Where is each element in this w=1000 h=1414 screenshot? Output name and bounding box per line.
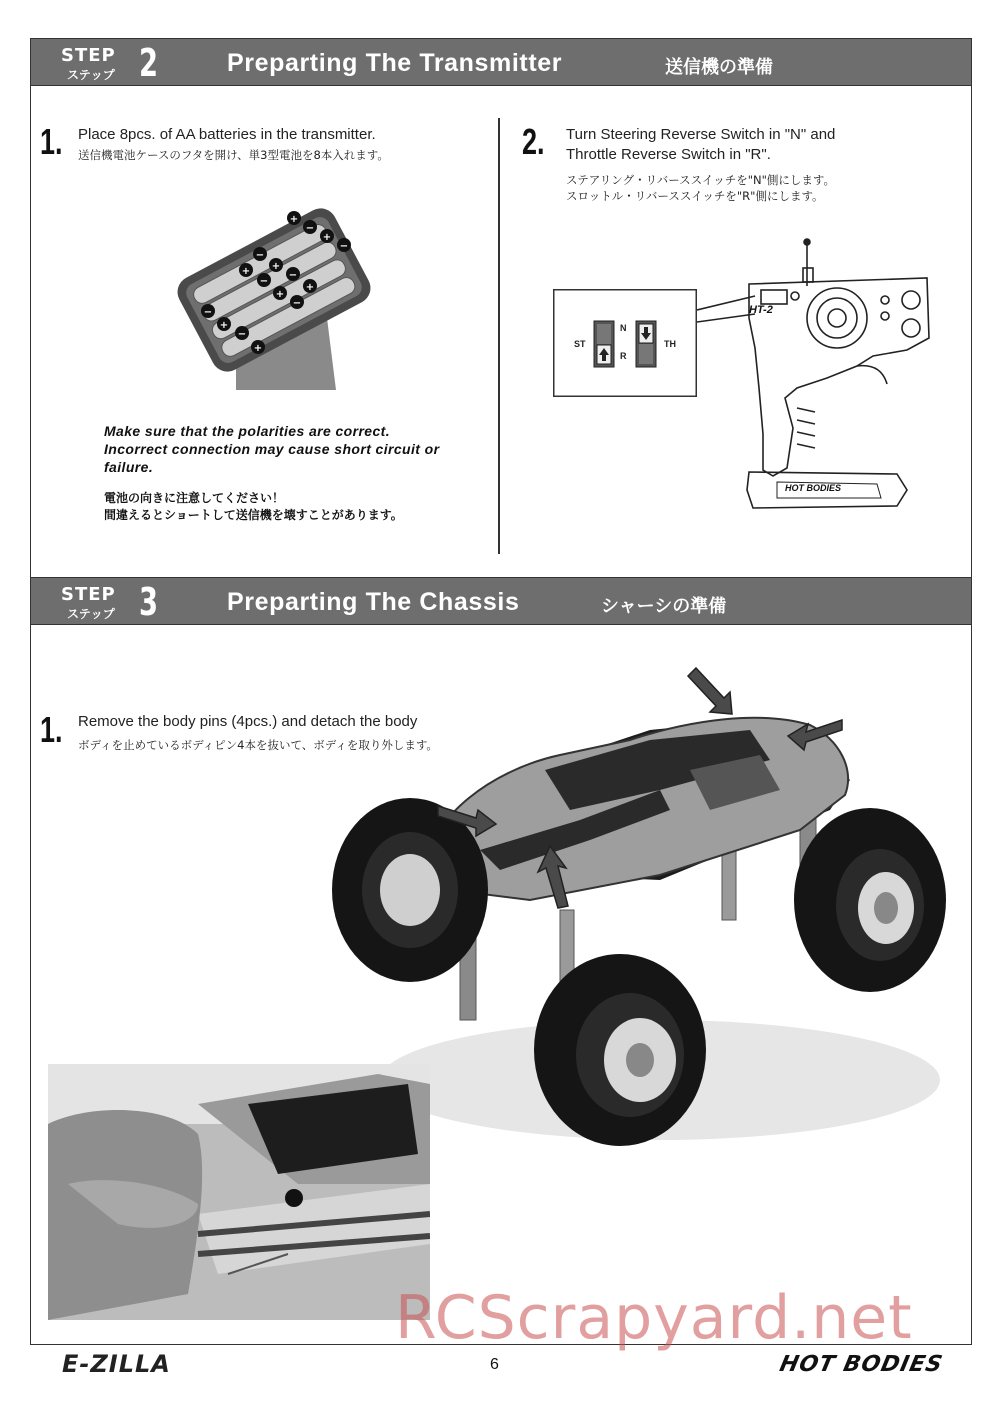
step2-column-divider — [498, 118, 500, 554]
step2-word: STEP — [61, 45, 116, 66]
step3-word-jp: ステップ — [67, 607, 115, 621]
svg-text:+: + — [322, 232, 332, 243]
step3-title: Preparting The Chassis — [227, 588, 520, 616]
svg-text:+: + — [305, 282, 315, 293]
polarity-warning-line1: Make sure that the polarities are correct. — [104, 423, 391, 439]
svg-text:−: − — [288, 270, 298, 281]
svg-text:+: + — [219, 320, 229, 331]
step3-item1-number: 1. — [40, 709, 63, 750]
svg-text:+: + — [253, 343, 263, 354]
step3-title-jp: シャーシの準備 — [601, 596, 727, 617]
transmitter-drawing — [697, 238, 937, 516]
step2-item2-text-jp-line1: ステアリング・リバーススイッチを"N"側にします。 — [566, 173, 835, 187]
step2-word-jp: ステップ — [67, 68, 115, 82]
svg-text:+: + — [271, 261, 281, 272]
svg-text:−: − — [259, 276, 269, 287]
step2-number: 2 — [139, 41, 159, 85]
step3-header-bar — [30, 577, 972, 625]
switch-label-th: TH — [664, 339, 676, 349]
step2-item1-text-jp: 送信機電池ケースのフタを開け、単3型電池を8本入れます。 — [78, 148, 389, 162]
body-pin-closeup-photo — [48, 1064, 430, 1320]
step3-item1-text-jp: ボディを止めているボディピン4本を抜いて、ボディを取り外します。 — [78, 738, 438, 752]
polarity-warning-jp — [104, 490, 403, 524]
switch-label-r: R — [620, 351, 627, 361]
ezilla-logo: E-ZILLA — [62, 1350, 171, 1378]
transmitter-brand: HOT BODIES — [785, 483, 842, 493]
hotbodies-logo: HOT BODIES — [777, 1352, 946, 1377]
switch-label-st: ST — [574, 339, 586, 349]
step3-word: STEP — [61, 584, 116, 605]
step2-title: Preparting The Transmitter — [227, 49, 563, 77]
svg-text:−: − — [255, 250, 265, 261]
polarity-warning-jp-line1: 電池の向きに注意してください！ — [104, 491, 285, 505]
svg-text:−: − — [292, 298, 302, 309]
step2-header-bar — [30, 38, 972, 86]
svg-text:−: − — [305, 223, 315, 234]
switch-label-n: N — [620, 323, 627, 333]
polarity-warning-line3: failure. — [104, 459, 154, 475]
step2-item2-text-jp — [566, 172, 835, 204]
svg-text:+: + — [289, 214, 299, 225]
svg-text:−: − — [339, 241, 349, 252]
page-number: 6 — [490, 1356, 499, 1373]
battery-case-photo — [176, 190, 372, 390]
svg-text:−: − — [203, 307, 213, 318]
watermark: RCScrapyard.net — [395, 1283, 913, 1353]
step2-title-jp: 送信機の準備 — [665, 57, 773, 78]
transmitter-model: HT-2 — [749, 304, 773, 316]
reverse-switch-inset — [553, 289, 697, 397]
polarity-warning-line2: Incorrect connection may cause short circuit or — [104, 441, 440, 457]
svg-text:+: + — [275, 289, 285, 300]
step3-number: 3 — [139, 580, 159, 624]
svg-text:−: − — [237, 329, 247, 340]
step2-item2-text-jp-line2: スロットル・リバーススイッチを"R"側にします。 — [566, 189, 824, 203]
step2-item2-number: 2. — [522, 121, 545, 162]
polarity-warning — [104, 422, 474, 476]
step3-item1-text: Remove the body pins (4pcs.) and detach the body — [78, 713, 418, 730]
step2-item2-text-line2: Throttle Reverse Switch in "R". — [566, 146, 771, 163]
step2-item1-number: 1. — [40, 121, 63, 162]
step2-item2-text — [566, 125, 835, 165]
svg-text:+: + — [241, 266, 251, 277]
step2-item1-text: Place 8pcs. of AA batteries in the transmitter. — [78, 126, 376, 143]
polarity-warning-jp-line2: 間違えるとショートして送信機を壊すことがあります。 — [104, 508, 403, 522]
step2-item2-text-line1: Turn Steering Reverse Switch in "N" and — [566, 126, 836, 143]
